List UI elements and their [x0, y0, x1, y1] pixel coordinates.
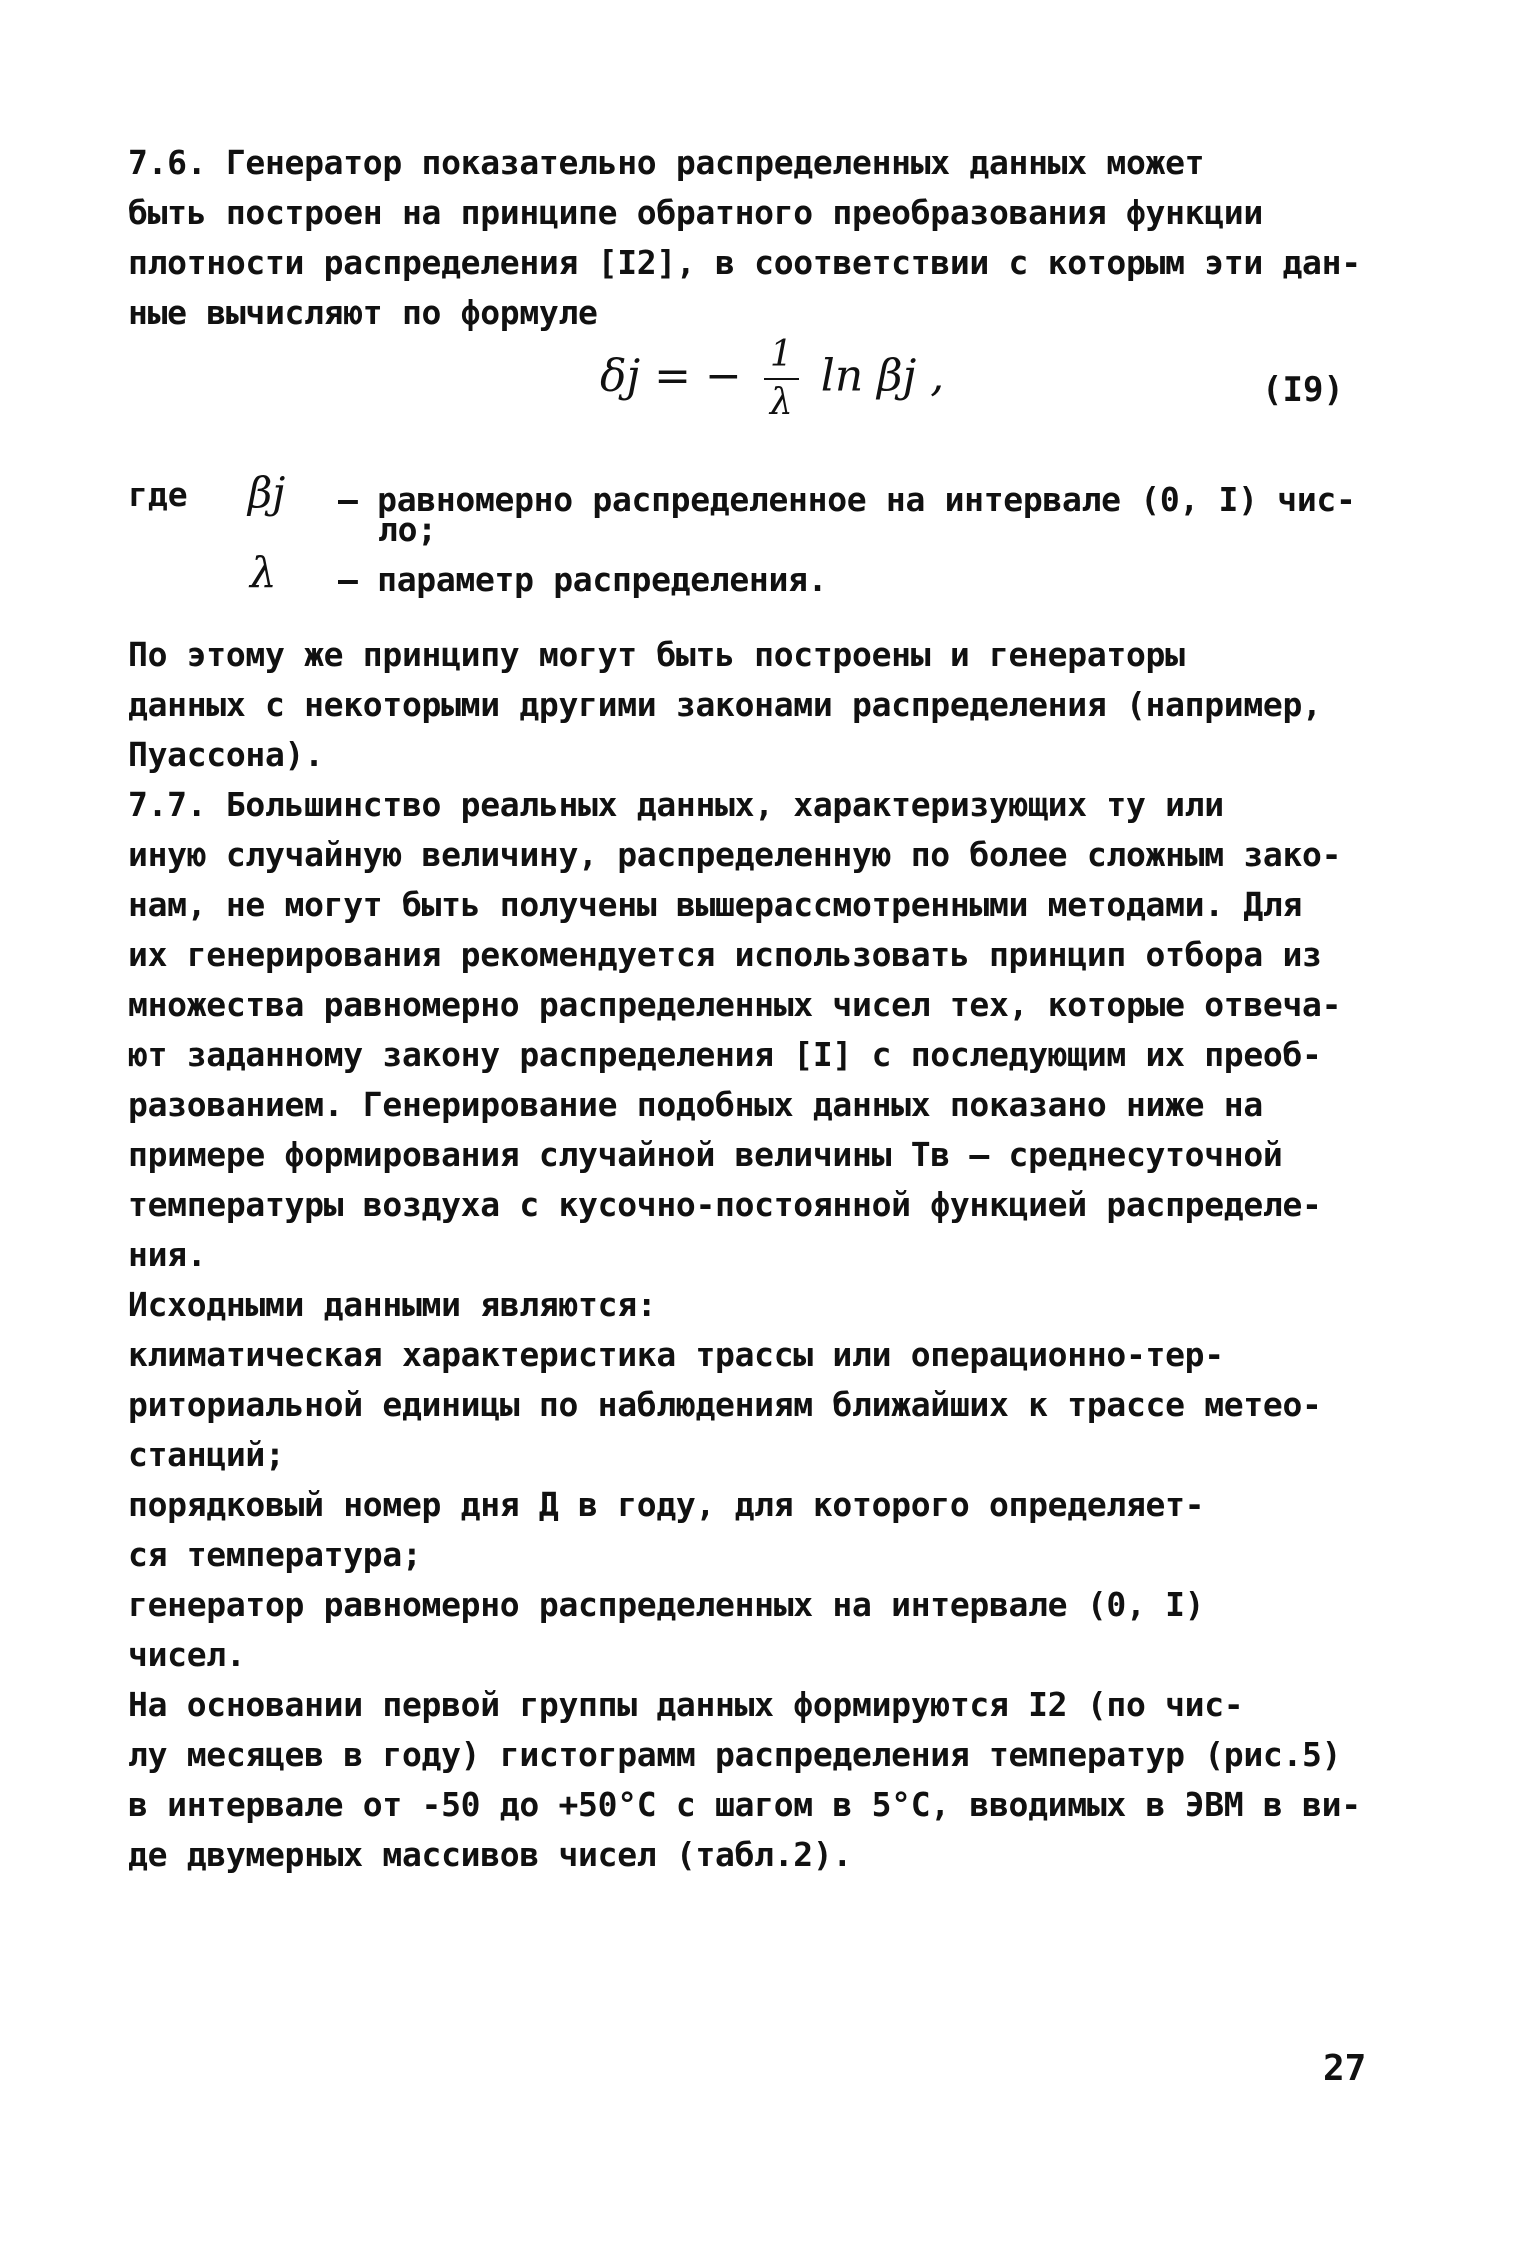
text-line: риториальной единицы по наблюдениям ближайших к трассе метео-	[128, 1385, 1322, 1424]
text-line: генератор равномерно распределенных на интервале (0, I)	[128, 1585, 1205, 1624]
text-line: де двумерных массивов чисел (табл.2).	[128, 1835, 853, 1874]
page-number: 27	[1323, 2048, 1367, 2089]
formula-lhs: δj =	[600, 350, 691, 402]
text-line: плотности распределения [I2], в соответствии с которым эти дан-	[128, 243, 1361, 282]
lambda-definition: – параметр распределения.	[338, 560, 828, 599]
text-line: множества равномерно распределенных чисел тех, которые отвеча-	[128, 985, 1342, 1024]
text-line: Исходными данными являются:	[128, 1285, 657, 1324]
formula-minus: −	[705, 350, 742, 402]
text-line: разованием. Генерирование подобных данных показано ниже на	[128, 1085, 1263, 1124]
text-line: Пуассона).	[128, 735, 324, 774]
text-line: ные вычисляют по формуле	[128, 293, 598, 332]
text-line: ся температура;	[128, 1535, 422, 1574]
beta-definition-cont: ло;	[378, 510, 437, 549]
text-line: в интервале от -50 до +50°С с шагом в 5°С, вводимых в ЭВМ в ви-	[128, 1785, 1361, 1824]
formula-rhs: ln βj ,	[820, 350, 945, 402]
text-line: порядковый номер дня Д в году, для которого определяет-	[128, 1485, 1205, 1524]
equation-number: (I9)	[1262, 370, 1344, 410]
text-line: климатическая характеристика трассы или операционно-тер-	[128, 1335, 1224, 1374]
text-line: температуры воздуха с кусочно-постоянной функцией распределе-	[128, 1185, 1322, 1224]
text-line: быть построен на принципе обратного преобразования функции	[128, 193, 1263, 232]
text-line: иную случайную величину, распределенную по более сложным зако-	[128, 835, 1342, 874]
text-line: По этому же принципу могут быть построены и генераторы	[128, 635, 1185, 674]
text-line: нам, не могут быть получены вышерассмотренными методами. Для	[128, 885, 1303, 924]
text-line: лу месяцев в году) гистограмм распределения температур (рис.5)	[128, 1735, 1342, 1774]
text-line: ния.	[128, 1235, 207, 1274]
lambda-symbol: λ	[250, 548, 277, 597]
formula-fraction	[764, 332, 799, 426]
text-line: примере формирования случайной величины Tв – среднесуточной	[128, 1135, 1283, 1174]
formula-19	[600, 332, 944, 426]
text-line: 7.6. Генератор показательно распределенных данных может	[128, 143, 1205, 182]
formula-denominator: λ	[769, 382, 793, 423]
text-line: данных с некоторыми другими законами распределения (например,	[128, 685, 1322, 724]
text-line: На основании первой группы данных формируются I2 (по чис-	[128, 1685, 1244, 1724]
text-line: ют заданному закону распределения [I] с последующим их преоб-	[128, 1035, 1322, 1074]
beta-symbol: βj	[248, 468, 286, 517]
text-line: 7.7. Большинство реальных данных, характеризующих ту или	[128, 785, 1224, 824]
where-label: где	[128, 475, 188, 514]
text-line: их генерирования рекомендуется использовать принцип отбора из	[128, 935, 1322, 974]
text-line: станций;	[128, 1435, 285, 1474]
beta-definition: – равномерно распределенное на интервале (0, I) чис-	[338, 480, 1356, 519]
text-line: чисел.	[128, 1635, 246, 1674]
formula-numerator: 1	[764, 332, 799, 380]
